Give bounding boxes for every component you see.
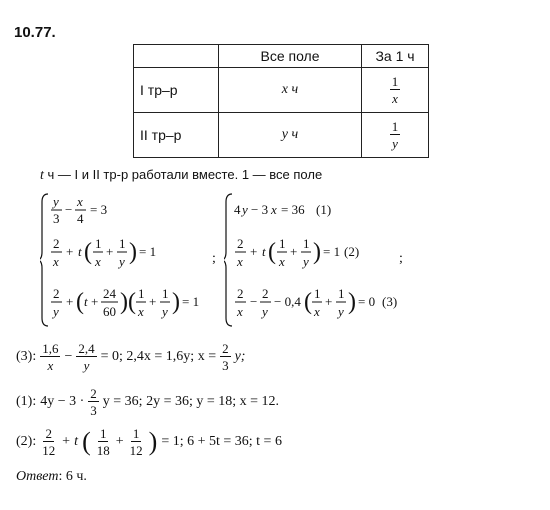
step-tag: (3):	[16, 349, 37, 364]
row-rate	[362, 113, 429, 158]
fraction-numerator: 1	[132, 426, 140, 441]
svg-text:(: (	[268, 239, 276, 265]
svg-text:1: 1	[138, 286, 145, 301]
step-1	[16, 387, 279, 417]
svg-text:−: −	[65, 202, 73, 217]
table-header-cell	[134, 45, 219, 68]
problem-number: 10.77.	[14, 24, 56, 41]
svg-text:+: +	[66, 294, 74, 309]
fraction-numerator: 2	[45, 426, 52, 441]
table-row	[134, 113, 429, 158]
intro-text: ч — I и II тр-р работали вместе. 1 — все поле	[43, 167, 323, 182]
fraction	[128, 427, 145, 457]
svg-text:): )	[313, 239, 321, 265]
svg-text:x: x	[77, 194, 83, 209]
svg-text:): )	[172, 289, 180, 315]
row-label: I тр–р	[134, 68, 219, 113]
step-text: = 0; 2,4x = 1,6y; x =	[100, 349, 217, 364]
svg-text:): )	[348, 289, 356, 315]
table-row	[134, 68, 429, 113]
svg-text:1: 1	[303, 236, 310, 251]
svg-text:): )	[120, 289, 128, 315]
svg-text:x: x	[314, 304, 320, 319]
fraction-denominator: x	[47, 358, 54, 373]
svg-text:1: 1	[338, 286, 345, 301]
svg-text:2: 2	[237, 236, 244, 251]
svg-text:− 3: − 3	[251, 202, 269, 217]
fraction-denominator: x	[392, 91, 398, 106]
svg-text:= 1: = 1	[182, 294, 200, 309]
svg-text:= 1: = 1	[323, 244, 341, 259]
svg-text:+: +	[106, 244, 114, 259]
fraction-denominator: 12	[42, 443, 56, 458]
fraction-numerator: 1,6	[42, 341, 59, 356]
svg-text:x: x	[53, 254, 59, 269]
svg-text:+: +	[250, 244, 258, 259]
fraction	[95, 427, 112, 457]
answer-value: : 6 ч.	[58, 469, 87, 484]
step-2	[16, 427, 282, 457]
svg-text:3: 3	[53, 211, 60, 226]
svg-text:): )	[129, 239, 137, 265]
svg-text:60: 60	[103, 304, 116, 319]
svg-text:1: 1	[119, 236, 126, 251]
svg-text:4: 4	[234, 202, 241, 217]
svg-text:2: 2	[53, 286, 60, 301]
fraction-numerator: 1	[99, 426, 107, 441]
fraction-denominator: y	[392, 136, 398, 151]
svg-text:(: (	[128, 289, 136, 315]
svg-text:24: 24	[103, 286, 116, 301]
svg-text:+: +	[325, 294, 333, 309]
svg-text:= 1: = 1	[139, 244, 157, 259]
svg-text:t: t	[262, 244, 266, 259]
svg-text:1: 1	[95, 236, 102, 251]
fraction	[40, 427, 57, 457]
rate-fraction	[390, 120, 401, 150]
system-left	[40, 190, 230, 330]
svg-text:− 0,4: − 0,4	[274, 294, 301, 309]
fraction-numerator: 1	[391, 119, 399, 134]
svg-text:x: x	[138, 304, 144, 319]
svg-text:(2): (2)	[344, 244, 360, 259]
row-rate	[362, 68, 429, 113]
svg-text:+: +	[91, 294, 99, 309]
svg-text:x: x	[279, 254, 285, 269]
svg-text:= 0: = 0	[358, 294, 376, 309]
fraction-numerator: 2	[90, 386, 97, 401]
fraction	[88, 387, 99, 417]
svg-text:y: y	[303, 254, 309, 269]
fraction-denominator: 3	[222, 358, 229, 373]
fraction-denominator: y	[83, 358, 90, 373]
svg-text:1: 1	[279, 236, 286, 251]
svg-text:(3): (3)	[382, 294, 398, 309]
svg-text:y: y	[262, 304, 268, 319]
step-text: + t	[61, 434, 79, 449]
row-time: y ч	[219, 113, 362, 158]
step-tag: (2):	[16, 434, 37, 449]
svg-text:(: (	[84, 239, 92, 265]
svg-text:2: 2	[53, 236, 60, 251]
fraction-denominator: 12	[129, 443, 143, 458]
fraction-numerator: 1	[391, 74, 399, 89]
svg-text:y: y	[53, 194, 59, 209]
svg-text:+: +	[66, 244, 74, 259]
data-table	[133, 44, 429, 158]
svg-text:2: 2	[237, 286, 244, 301]
step-tag: (1):	[16, 394, 37, 409]
rate-fraction	[390, 75, 401, 105]
separator: ;	[212, 251, 216, 266]
svg-text:x: x	[271, 202, 277, 217]
table-header-cell: За 1 ч	[362, 45, 429, 68]
step-text: y;	[234, 349, 246, 364]
step-text: 4y − 3 ·	[40, 394, 85, 409]
svg-text:(1): (1)	[316, 202, 332, 217]
svg-text:+: +	[149, 294, 157, 309]
step-text: y = 36; 2y = 36; y = 18; x = 12.	[102, 394, 280, 409]
fraction	[220, 342, 231, 372]
fraction-numerator: 2,4	[78, 341, 95, 356]
paren: )	[148, 427, 158, 456]
svg-text:x: x	[237, 254, 243, 269]
svg-text:t: t	[84, 294, 88, 309]
svg-text:y: y	[53, 304, 59, 319]
separator: ;	[399, 251, 403, 266]
intro-line	[40, 168, 322, 183]
step-3	[16, 342, 245, 372]
fraction-numerator: 2	[222, 341, 229, 356]
svg-text:y: y	[162, 304, 168, 319]
svg-text:1: 1	[314, 286, 321, 301]
svg-text:= 3: = 3	[90, 202, 108, 217]
svg-text:(: (	[76, 289, 84, 315]
svg-text:4: 4	[77, 211, 84, 226]
paren: (	[82, 427, 91, 456]
fraction	[40, 342, 60, 372]
system-right	[224, 190, 414, 330]
svg-text:t: t	[78, 244, 82, 259]
svg-text:y: y	[338, 304, 344, 319]
fraction	[76, 342, 96, 372]
row-time: x ч	[219, 68, 362, 113]
svg-text:x: x	[237, 304, 243, 319]
fraction-denominator: 3	[90, 403, 97, 418]
table-header-cell: Все поле	[219, 45, 362, 68]
intro-variable: t	[40, 168, 44, 183]
row-label: II тр–р	[134, 113, 219, 158]
svg-text:= 36: = 36	[281, 202, 305, 217]
step-text: = 1; 6 + 5t = 36; t = 6	[161, 434, 282, 449]
svg-text:+: +	[290, 244, 298, 259]
svg-text:−: −	[250, 294, 258, 309]
svg-text:(: (	[304, 289, 312, 315]
answer-label: Ответ	[16, 469, 59, 484]
svg-text:y: y	[242, 202, 248, 217]
operator: +	[115, 434, 124, 449]
table-header-row	[134, 45, 429, 68]
svg-text:x: x	[95, 254, 101, 269]
svg-text:y: y	[119, 254, 125, 269]
svg-text:1: 1	[162, 286, 169, 301]
answer	[16, 470, 87, 484]
operator: −	[64, 349, 73, 364]
fraction-denominator: 18	[96, 443, 110, 458]
svg-text:2: 2	[262, 286, 269, 301]
